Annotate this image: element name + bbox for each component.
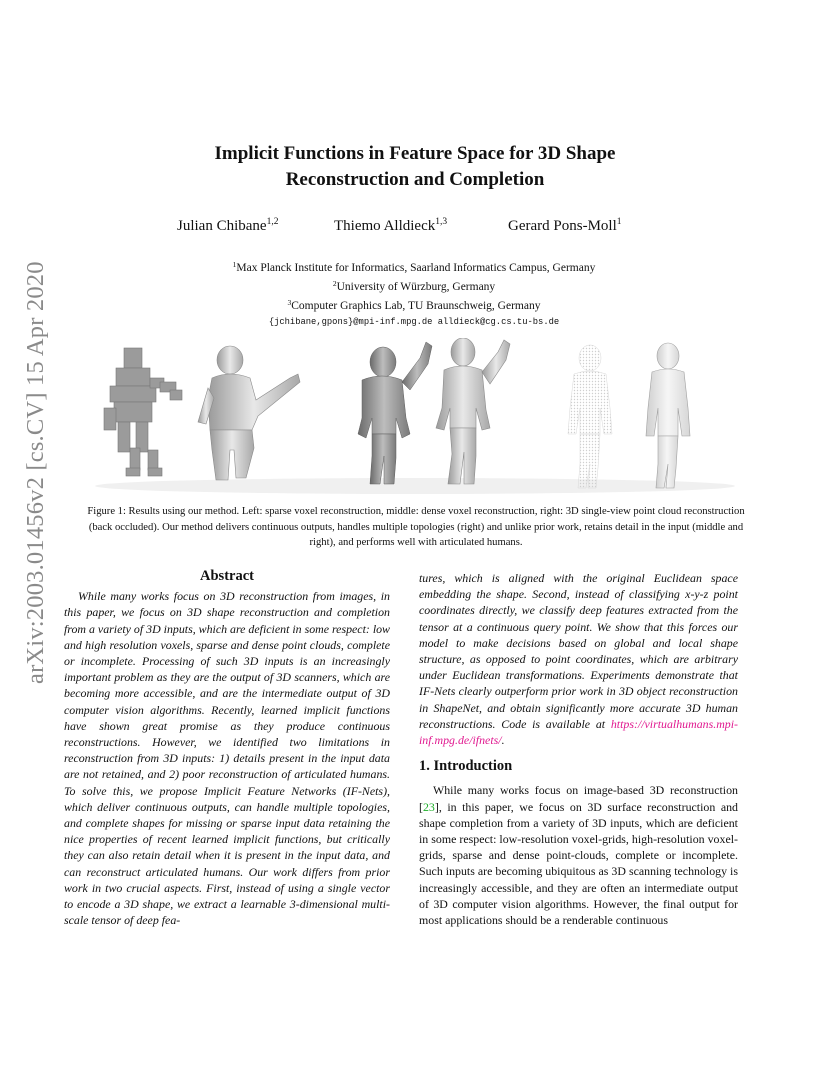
author-list [0,217,828,239]
citation-link[interactable]: 23 [422,799,435,814]
author-3: Gerard Pons-Moll$^1$ [508,217,622,234]
affiliation-2: $^2$University of Würzburg, Germany [332,279,496,293]
affiliations [0,257,828,330]
left-column [64,568,390,928]
paper-title [120,141,710,193]
voxel-human-figure [104,348,182,476]
teaser-image [90,338,740,496]
introduction-heading: 1. Introduction [419,758,513,775]
title-line-2: Reconstruction and Completion [285,169,545,190]
figure-caption: Figure 1: Results using our method. Left: sparse voxel reconstruction, middle: dense voxel reconstruction, right: 3D single-view point cloud reconstruction (back occluded). Our method delivers continuous outputs, handles multiple topologies (right) and unlike prior work, retains detail in the input (middle and right), and performs well with articulated humans. [87,506,745,548]
code-link[interactable]: https://virtualhumans.mpi-inf.mpg.de/ifnets/ [419,716,738,748]
title-line-1: Implicit Functions in Feature Space for 3D Shape [214,143,616,164]
reconstructed-human-3 [646,343,690,488]
abstract-text-left: While many works focus on 3D reconstruction from images, in this paper, we focus on 3D shape reconstruction and completion from a variety of 3D inputs, which are deficient in some respect: low and high resolution voxels, sparse and dense point clouds, complete or incomplete. Processing of such 3D inputs is an increasingly important problem as they are the output of 3D scanners, which are becoming more accessible, and are the intermediate output of 3D computer vision algorithms. Recently, learned implicit functions have shown great promise as they produce continuous reconstructions. However, we identified two limitations in reconstruction from 3D inputs: 1) details present in the input data are not retained, and 2) poor reconstruction of articulated humans. To solve this, we propose Implicit Feature Networks (IF-Nets), which deliver continuous outputs, can handle multiple topologies, and complete shapes for missing or sparse input data retaining the nice properties of recent learned implicit functions, but critically they can also retain detail when it is present in the input data, and can reconstruct articulated humans. Our work differs from prior work in two crucial aspects. First, instead of using a single vector to encode a 3D shape, we extract a learnable 3-dimensional multi-scale tensor of deep fea- [64,589,390,928]
introduction-text: While many works focus on image-based 3D reconstruction [23], in this paper, we focus on 3D surface reconstruction and shape completion from a variety of 3D inputs, which are deficient in some respect: low-resolution voxel-grids, high-resolution voxel-grids, sparse and dense point-clouds, complete or incomplete. Such inputs are becoming ubiquitous as 3D scanning technology is increasingly accessible, and they are often an intermediate output of 3D computer vision algorithms. However, the final output for most applications should be a renderable continuous [419,783,738,928]
author-emails: {jchibane,gpons}@mpi-inf.mpg.de alldieck@cg.cs.tu-bs.de [268,317,560,327]
dense-voxel-human [358,342,432,484]
abstract-heading: Abstract [200,568,254,584]
abstract-text-right: tures, which is aligned with the original Euclidean space embedding the shape. Second, instead of classifying x-y-z point coordinates directly, we classify deep features extracted from the tensor at a continuous query point. We show that this forces our model to make decisions based on global and local shape structure, as opposed to point coordinates, which are arbitrary under Euclidean transformations. Experiments demonstrate that IF-Nets clearly outperform prior work in 3D object reconstruction in ShapeNet, and obtain significantly more accurate 3D human reconstructions. Code is available at https://virtualhumans.mpi-inf.mpg.de/ifnets/. [419,571,738,748]
affiliation-3: $^3$Computer Graphics Lab, TU Braunschweig, Germany [287,298,541,312]
right-column [419,570,738,928]
arxiv-identifier: arXiv:2003.01456v2 [cs.CV] 15 Apr 2020 [22,261,49,684]
reconstructed-human-1 [198,346,300,480]
author-1: Julian Chibane$^{1,2}$ [177,217,279,234]
point-cloud-human [568,345,612,488]
author-2: Thiemo Alldieck$^{1,3}$ [334,217,448,234]
reconstructed-human-2 [436,338,510,484]
teaser-figure [90,338,740,496]
affiliation-1: $^1$Max Planck Institute for Informatics, Saarland Informatics Campus, Germany [232,260,596,274]
